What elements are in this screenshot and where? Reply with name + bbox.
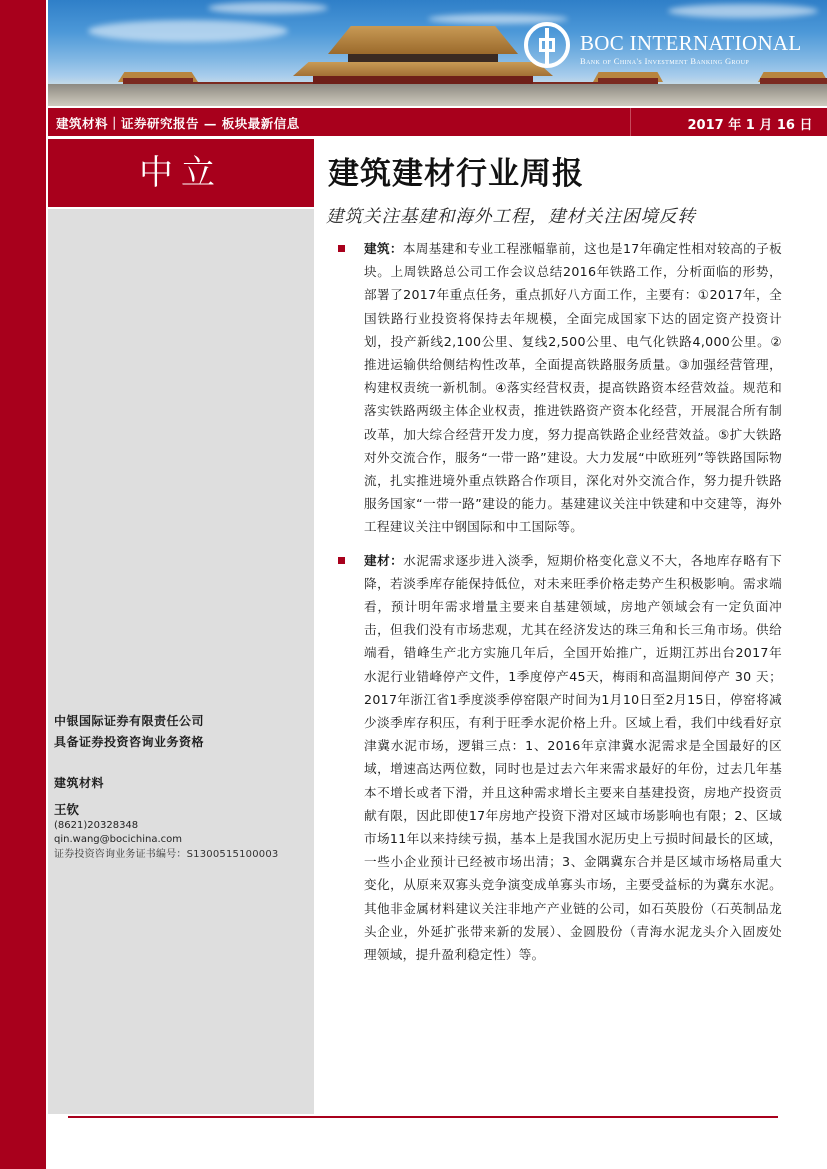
bullet-building-materials xyxy=(336,549,782,967)
section-band xyxy=(48,108,827,136)
company-name: 中银国际证券有限责任公司 xyxy=(54,714,205,728)
bullet-text: 本周基建和专业工程涨幅靠前，这也是17年确定性相对较高的子板块。上周铁路总公司工作会议总结2016年铁路工作，分析面临的形势，部署了2017年重点任务，重点抓好八方面工作，主要有：①2017年，全国铁路行业投资将保持去年规模，全面完成国家下达的固定资产投资计划，投产新线2,100公里、复线2,500公里、电气化铁路4,000公里。②推进运输供给侧结构性改革，全面提高铁路服务质量。③加强经营管理，构建权责统一新机制。④落实经营权责，提高铁路资本经营效益。规范和落实铁路两级主体企业权责，推进铁路资产资本化经营，开展混合所有制改革，加大综合经营开发力度，努力提高铁路企业经营效益。⑤扩大铁路对外交流合作，服务“一带一路”建设。大力发展“中欧班列”等铁路国际物流，扎实推进境外重点铁路合作项目，深化对外交流合作，努力提升铁路服务国家“一带一路”建设的能力。基建建议关注中铁建和中交建等，海外工程建议关注中钢国际和中工国际等。 xyxy=(364,241,782,535)
palace-roof-upper xyxy=(328,26,518,54)
bullet-square-icon xyxy=(338,557,345,564)
cloud-decoration xyxy=(208,2,328,14)
brand-tagline: Bank of China's Investment Banking Group xyxy=(580,56,750,66)
license-number: 证券投资咨询业务证书编号：S1300515100003 xyxy=(54,849,279,860)
palace-roof-lower xyxy=(293,62,553,76)
bullet-lead: 建材： xyxy=(364,552,404,568)
contact-block xyxy=(54,711,310,863)
footer-rule xyxy=(68,1116,778,1118)
brand-block xyxy=(580,32,802,66)
bullet-square-icon xyxy=(338,245,345,252)
bullet-text: 水泥需求逐步进入淡季，短期价格变化意义不大，各地库存略有下降，若淡季库存能保持低位，对未来旺季价格走势产生积极影响。需求端看，预计明年需求增量主要来自基建领域，房地产领域会有一定负面冲击，但我们没有市场悲观，尤其在经济发达的珠三角和长三角市场。供给端看，错峰生产北方实施几年后，全国开始推广，近期江苏出台2017年水泥行业错峰停产文件，1季度停产45天，梅雨和高温期间停产 30 天；2017年浙江省1季度淡季停窑限产时间为1月10日至2月15日，停窑将减少淡季库存积压，有利于旺季水泥价格上升。区域上看，我们中线看好京津冀水泥市场，逻辑三点：1、2016年京津冀水泥需求是全国最好的区域，增速高达两位数，同时也是过去六年来需求最好的年份，过去几年基本不增长或者下滑，并且这种需求增长主要来自基建投资，房地产投资贡献有限，因此即使17年房地产投资下滑对区域市场影响也有限；2、区域市场11年以来持续亏损，基本上是我国水泥历史上亏损时间最长的区域，一些小企业预计已经被市场出清；3、金隅冀东合并是区域市场格局重大变化，从原来双寡头竞争演变成单寡头市场，主要受益标的为冀东水泥。其他非金属材料建议关注非地产产业链的公司，如石英股份（石英制品龙头企业，外延扩张带来新的发展）、金圆股份（青海水泥龙头介入固废处理领域，提升盈利稳定性）等。 xyxy=(364,552,782,963)
page-subtitle: 建筑关注基建和海外工程，建材关注困境反转 xyxy=(326,207,696,227)
page-title: 建筑建材行业周报 xyxy=(328,156,584,192)
header-banner xyxy=(48,0,827,106)
sidebar-panel xyxy=(48,209,314,1114)
left-accent-bar xyxy=(0,0,46,1169)
bullet-construction xyxy=(336,237,782,539)
bullet-lead: 建筑： xyxy=(364,241,403,256)
analyst-phone: (8621)20328348 xyxy=(54,820,139,831)
brand-name: BOC INTERNATIONAL xyxy=(580,31,802,55)
divider xyxy=(48,136,827,138)
boc-coin-logo-icon xyxy=(524,22,570,68)
terrace-ground xyxy=(48,84,827,106)
rating-badge: 中立 xyxy=(48,139,314,207)
band-divider xyxy=(630,108,631,136)
company-qualification: 具备证券投资咨询业务资格 xyxy=(54,735,205,749)
analyst-name: 王钦 xyxy=(54,802,80,817)
cloud-decoration xyxy=(88,20,288,42)
cloud-decoration xyxy=(668,4,818,18)
sector-label: 建筑材料 xyxy=(54,776,105,790)
breadcrumb: 建筑材料｜证券研究报告 — 板块最新信息 xyxy=(56,116,300,131)
analyst-email[interactable]: qin.wang@bocichina.com xyxy=(54,834,182,845)
report-body xyxy=(336,237,782,976)
report-date: 2017 年 1 月 16 日 xyxy=(687,118,813,133)
